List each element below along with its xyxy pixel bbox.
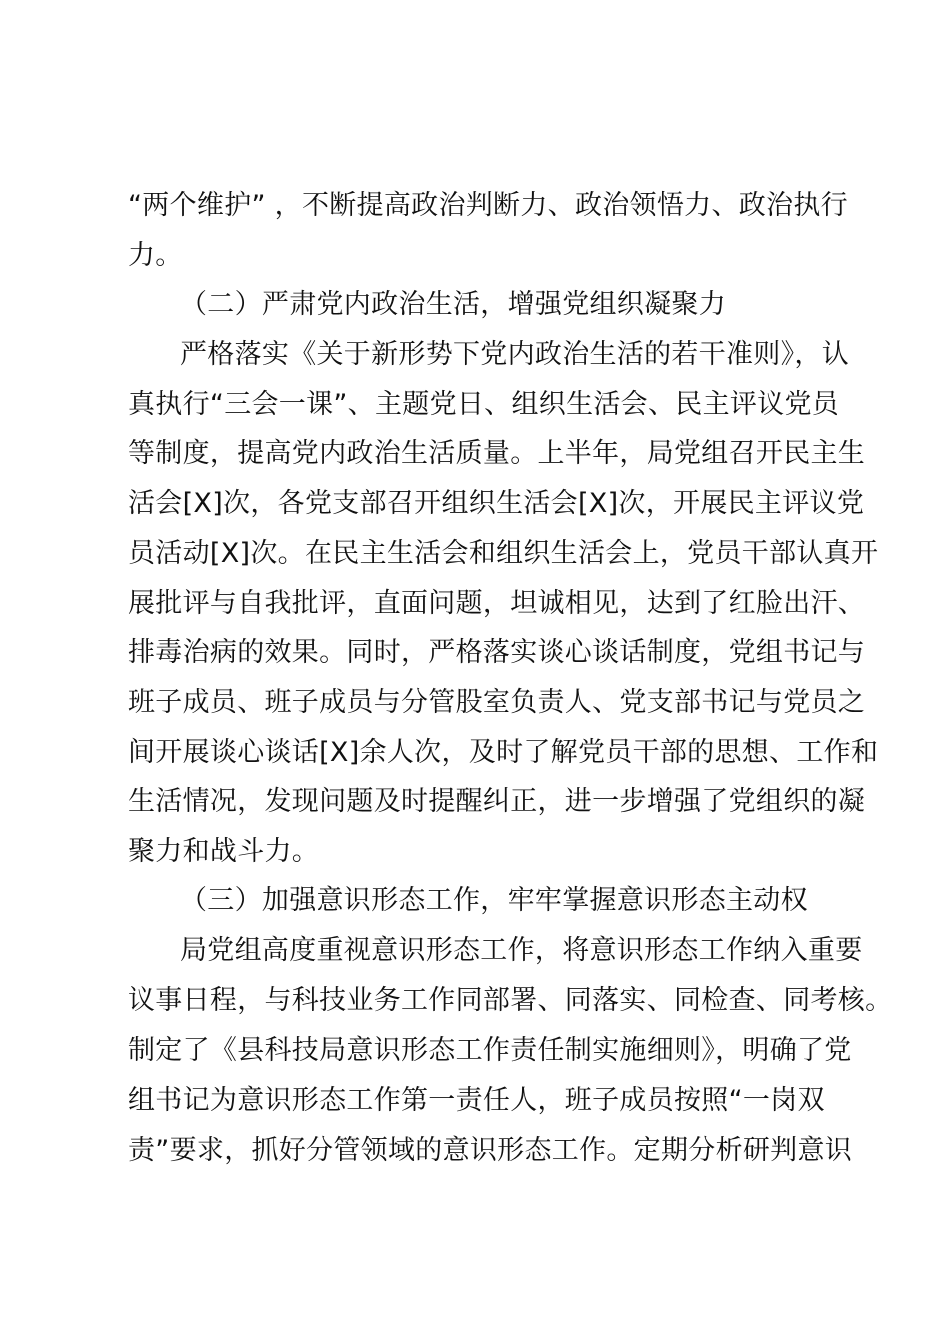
paragraph-line: 生活情况，发现问题及时提醒纠正，进一步增强了党组织的凝 [128,786,866,817]
paragraph-line: 聚力和战斗力。 [128,836,320,867]
paragraph-line: 组书记为意识形态工作第一责任人，班子成员按照“一岗双 [128,1085,825,1116]
paragraph-line: 力。 [128,240,183,271]
paragraph-line: “两个维护” ，不断提高政治判断力、政治领悟力、政治执行 [128,190,848,221]
paragraph-line: 制定了《县科技局意识形态工作责任制实施细则》，明确了党 [128,1035,852,1066]
paragraph-line: 严格落实《关于新形势下党内政治生活的若干准则》，认 [180,339,849,370]
paragraph-line: 活会[X]次，各党支部召开组织生活会[X]次，开展民主评议党 [128,488,865,519]
section-heading: （三）加强意识形态工作，牢牢掌握意识形态主动权 [180,885,808,916]
paragraph-line: 间开展谈心谈话[X]余人次，及时了解党员干部的思想、工作和 [128,737,879,768]
paragraph-line: 展批评与自我批评，直面问题，坦诚相见，达到了红脸出汗、 [128,588,866,619]
paragraph-line: 议事日程，与科技业务工作同部署、同落实、同检查、同考核。 [128,985,893,1016]
section-heading: （二）严肃党内政治生活，增强党组织凝聚力 [180,289,726,320]
paragraph-line: 班子成员、班子成员与分管股室负责人、党支部书记与党员之 [128,687,866,718]
paragraph-line: 排毒治病的效果。同时，严格落实谈心谈话制度，党组书记与 [128,637,866,668]
paragraph-line: 真执行“三会一课”、主题党日、组织生活会、民主评议党员 [128,389,840,420]
paragraph-line: 责”要求，抓好分管领域的意识形态工作。定期分析研判意识 [128,1135,853,1166]
paragraph-line: 员活动[X]次。在民主生活会和组织生活会上，党员干部认真开 [128,538,879,569]
paragraph-line: 等制度，提高党内政治生活质量。上半年，局党组召开民主生 [128,438,866,469]
paragraph-line: 局党组高度重视意识形态工作，将意识形态工作纳入重要 [180,935,863,966]
